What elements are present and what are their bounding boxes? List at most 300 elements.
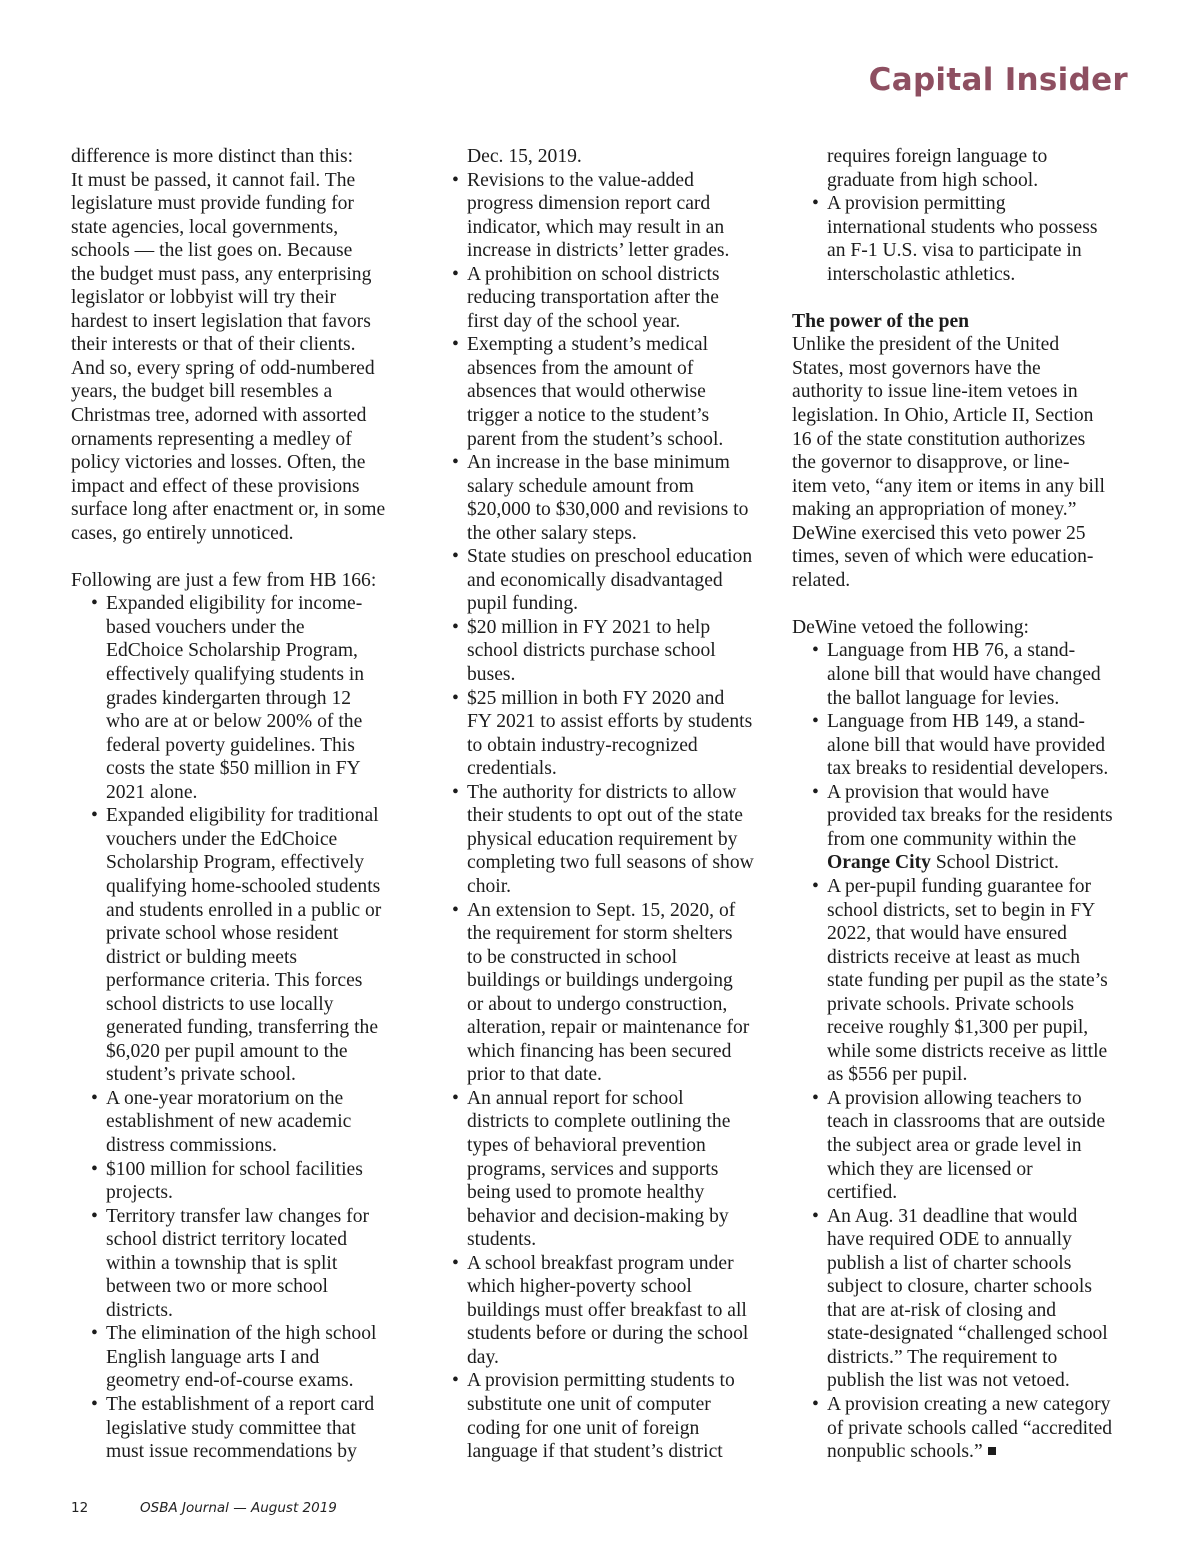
bullet-item-start (71, 1393, 411, 1417)
line-text: A provision permitting students to (467, 1370, 735, 1392)
line-text: state funding per pupil as the state’s (827, 970, 1108, 992)
line-text: years, the budget bill resembles a (71, 381, 333, 403)
line-text: which higher-poverty school (467, 1276, 692, 1298)
body-text-line (71, 475, 411, 499)
bullet-icon: • (452, 616, 459, 638)
bullet-icon: • (812, 640, 819, 662)
bullet-item-start (792, 1205, 1137, 1229)
bullet-item-start (71, 1322, 411, 1346)
line-text: tax breaks to residential developers. (827, 758, 1109, 780)
paragraph-gap (792, 592, 1137, 616)
line-text: provided tax breaks for the residents (827, 805, 1113, 827)
bullet-item-line (432, 1299, 776, 1323)
bullet-icon: • (91, 1087, 98, 1109)
bullet-item-line (792, 1417, 1137, 1441)
bullet-item-line (432, 922, 776, 946)
bullet-icon: • (812, 875, 819, 897)
bullet-item-start (792, 192, 1137, 216)
line-text: effectively qualifying students in (106, 664, 365, 686)
bullet-item-line (71, 851, 411, 875)
line-text: school districts to use locally (106, 993, 334, 1015)
line-text: of private schools called “accredited (827, 1417, 1113, 1439)
line-text: between two or more school (106, 1276, 328, 1298)
bullet-item-start (432, 616, 776, 640)
line-text: performance criteria. This forces (106, 970, 363, 992)
line-text: districts to complete outlining the (467, 1111, 731, 1133)
body-text-line (792, 404, 1137, 428)
line-text: ornaments representing a medley of (71, 428, 352, 450)
line-text: $20 million in FY 2021 to help (467, 616, 711, 638)
line-text: Unlike the president of the United (792, 334, 1060, 356)
line-text: projects. (106, 1182, 173, 1204)
line-text: Revisions to the value-added (467, 169, 694, 191)
line-text: Scholarship Program, effectively (106, 852, 365, 874)
bullet-icon: • (452, 781, 459, 803)
bullet-item-line (71, 1063, 411, 1087)
body-text-line (71, 569, 411, 593)
body-text-line (71, 192, 411, 216)
bullet-item-line (71, 1440, 411, 1464)
bullet-item-start (432, 545, 776, 569)
bullet-item-line (792, 1369, 1137, 1393)
bullet-item-line (71, 1252, 411, 1276)
bullet-item-start (71, 1158, 411, 1182)
line-text: A provision permitting (827, 193, 1006, 215)
bullet-item-line (432, 1016, 776, 1040)
body-text-line (71, 428, 411, 452)
body-text-line (792, 475, 1137, 499)
bullet-icon: • (812, 711, 819, 733)
body-text-line (792, 380, 1137, 404)
bullet-item-line (432, 1205, 776, 1229)
line-text: being used to promote healthy (467, 1182, 705, 1204)
line-text: An increase in the base minimum (467, 452, 730, 474)
line-text: the governor to disapprove, or line- (792, 452, 1070, 474)
bullet-item-line (71, 922, 411, 946)
bullet-item-line (432, 1181, 776, 1205)
line-text: Expanded eligibility for income- (106, 593, 363, 615)
article-column-2 (432, 145, 776, 1464)
line-text: Language from HB 149, a stand- (827, 711, 1085, 733)
bullet-item-line (71, 734, 411, 758)
line-text: legislation. In Ohio, Article II, Section (792, 405, 1094, 427)
line-text: the other salary steps. (467, 522, 637, 544)
bullet-item-line (792, 263, 1137, 287)
bullet-icon: • (812, 1205, 819, 1227)
line-text: the requirement for storm shelters (467, 923, 733, 945)
line-text: times, seven of which were education- (792, 546, 1094, 568)
line-text: $6,020 per pupil amount to the (106, 1040, 348, 1062)
bullet-item-line (792, 239, 1137, 263)
line-text: reducing transportation after the (467, 287, 719, 309)
bullet-item-line (792, 663, 1137, 687)
line-text: graduate from high school. (827, 169, 1039, 191)
line-text: an F-1 U.S. visa to participate in (827, 240, 1082, 262)
bullet-item-line (792, 1134, 1137, 1158)
bullet-item-line (432, 757, 776, 781)
bullet-item-start (792, 875, 1137, 899)
line-text: impact and effect of these provisions (71, 475, 360, 497)
bullet-icon: • (452, 263, 459, 285)
line-text: qualifying home-schooled students (106, 875, 381, 897)
bullet-icon: • (91, 1205, 98, 1227)
line-text: Territory transfer law changes for (106, 1205, 370, 1227)
bullet-icon: • (91, 593, 98, 615)
line-text: parent from the student’s school. (467, 428, 724, 450)
line-text: day. (467, 1346, 499, 1368)
bullet-item-line (792, 828, 1137, 852)
bullet-item-line (792, 1275, 1137, 1299)
bullet-item-line (71, 875, 411, 899)
line-text: A provision allowing teachers to (827, 1087, 1082, 1109)
line-text: types of behavioral prevention (467, 1134, 706, 1156)
paragraph-gap (71, 545, 411, 569)
bullet-item-line (432, 1158, 776, 1182)
bullet-item-line (71, 1299, 411, 1323)
line-text: distress commissions. (106, 1134, 277, 1156)
bullet-item-line (432, 1440, 776, 1464)
line-text: who are at or below 200% of the (106, 711, 363, 733)
line-text: districts. (106, 1299, 173, 1321)
bullet-item-line (792, 757, 1137, 781)
bullet-item-line (71, 1134, 411, 1158)
bullet-item-line (432, 828, 776, 852)
bullet-item-line (792, 993, 1137, 1017)
line-text: teach in classrooms that are outside (827, 1111, 1106, 1133)
bullet-icon: • (812, 1393, 819, 1415)
line-text: increase in districts’ letter grades. (467, 240, 730, 262)
bullet-item-start (792, 781, 1137, 805)
body-text-line (792, 428, 1137, 452)
bullet-icon: • (91, 1393, 98, 1415)
line-text: The establishment of a report card (106, 1393, 375, 1415)
article-column-1 (71, 145, 411, 1464)
line-text: difference is more distinct than this: (71, 146, 354, 167)
bullet-item-line (432, 710, 776, 734)
line-text: indicator, which may result in an (467, 216, 725, 238)
line-text: or about to undergo construction, (467, 993, 728, 1015)
body-text-line (71, 404, 411, 428)
line-text: choir. (467, 875, 512, 897)
line-text: A provision creating a new category (827, 1393, 1111, 1415)
body-text-line (71, 145, 411, 169)
line-text: to obtain industry-recognized (467, 734, 698, 756)
body-text-line (71, 310, 411, 334)
line-text: subject to closure, charter schools (827, 1276, 1092, 1298)
line-text: and economically disadvantaged (467, 569, 723, 591)
article-column-3 (792, 145, 1137, 1464)
subheading (792, 310, 1137, 334)
line-text: their interests or that of their clients. (71, 334, 356, 356)
line-text: interscholastic athletics. (827, 263, 1016, 285)
bullet-item-start (792, 1087, 1137, 1111)
line-text: salary schedule amount from (467, 475, 694, 497)
line-text: A school breakfast program under (467, 1252, 734, 1274)
bullet-item-line (71, 781, 411, 805)
bullet-item-line (792, 922, 1137, 946)
bullet-item-line (432, 969, 776, 993)
line-text: coding for one unit of foreign (467, 1417, 700, 1439)
line-text: legislator or lobbyist will try their (71, 287, 337, 309)
body-text-line (71, 239, 411, 263)
line-text: receive roughly $1,300 per pupil, (827, 1017, 1089, 1039)
line-text: federal poverty guidelines. This (106, 734, 355, 756)
line-text: hardest to insert legislation that favors (71, 310, 371, 332)
end-of-article-icon (988, 1447, 996, 1455)
paragraph-gap (792, 286, 1137, 310)
bullet-item-line (432, 1063, 776, 1087)
line-text: generated funding, transferring the (106, 1017, 379, 1039)
line-text: requires foreign language to (827, 146, 1048, 167)
bullet-item-line (432, 428, 776, 452)
bullet-icon: • (452, 334, 459, 356)
bullet-item-line (71, 710, 411, 734)
line-text: A prohibition on school districts (467, 263, 720, 285)
bullet-item-start (432, 263, 776, 287)
bullet-icon: • (452, 169, 459, 191)
bullet-item-line (432, 639, 776, 663)
bullet-icon: • (452, 546, 459, 568)
line-text: An annual report for school (467, 1087, 684, 1109)
line-text: students. (467, 1229, 537, 1251)
bullet-icon: • (91, 1323, 98, 1345)
line-text: student’s private school. (106, 1064, 296, 1086)
line-text: It must be passed, it cannot fail. The (71, 169, 356, 191)
bullet-item-line (432, 239, 776, 263)
bullet-item-line (792, 1016, 1137, 1040)
line-text: which they are licensed or (827, 1158, 1033, 1180)
body-text-line (71, 333, 411, 357)
bullet-item-start (792, 1393, 1137, 1417)
line-text: private school whose resident (106, 923, 339, 945)
bullet-item-line (71, 1110, 411, 1134)
body-text-line (792, 545, 1137, 569)
bullet-icon: • (91, 805, 98, 827)
line-text: English language arts I and (106, 1346, 320, 1368)
line-text: Following are just a few from HB 166: (71, 569, 377, 591)
bullet-item-line (432, 1134, 776, 1158)
body-text-line (71, 380, 411, 404)
line-text: alone bill that would have provided (827, 734, 1106, 756)
line-text: publish the list was not vetoed. (827, 1370, 1070, 1392)
bullet-item-line (792, 804, 1137, 828)
line-text: programs, services and supports (467, 1158, 719, 1180)
body-text-line (792, 451, 1137, 475)
bullet-item-line (71, 899, 411, 923)
line-text: publish a list of charter schools (827, 1252, 1072, 1274)
line-text: trigger a notice to the student’s (467, 405, 710, 427)
bullet-icon: • (812, 1087, 819, 1109)
line-text: 2021 alone. (106, 781, 198, 803)
line-text: related. (792, 569, 851, 591)
body-text-line (71, 216, 411, 240)
line-text: costs the state $50 million in FY (106, 758, 361, 780)
line-text: from one community within the (827, 828, 1077, 850)
body-text-line (71, 498, 411, 522)
line-text: progress dimension report card (467, 193, 711, 215)
bullet-item-line (792, 1181, 1137, 1205)
line-text: which financing has been secured (467, 1040, 732, 1062)
line-text: DeWine exercised this veto power 25 (792, 522, 1086, 544)
line-text: DeWine vetoed the following: (792, 616, 1029, 638)
line-text: $100 million for school facilities (106, 1158, 363, 1180)
line-text: cases, go entirely unnoticed. (71, 522, 294, 544)
bullet-item-start (432, 1369, 776, 1393)
line-text: 2022, that would have ensured (827, 923, 1067, 945)
bullet-item-line (432, 1393, 776, 1417)
line-text: The elimination of the high school (106, 1323, 377, 1345)
line-text: vouchers under the EdChoice (106, 828, 338, 850)
line-text: alteration, repair or maintenance for (467, 1017, 750, 1039)
line-text: buildings or buildings undergoing (467, 970, 733, 992)
line-text: A provision that would have (827, 781, 1050, 803)
section-title: Capital Insider (868, 62, 1128, 98)
bullet-item-line (432, 522, 776, 546)
line-text: item veto, “any item or items in any bill (792, 475, 1105, 497)
bullet-item-line (71, 639, 411, 663)
bullet-item-line (792, 1440, 1137, 1464)
bullet-item-line (432, 569, 776, 593)
line-text: international students who possess (827, 216, 1098, 238)
bullet-item-line (792, 1040, 1137, 1064)
line-text: certified. (827, 1182, 898, 1204)
bullet-item-line (71, 1228, 411, 1252)
body-text-line (792, 498, 1137, 522)
bullet-item-line (432, 216, 776, 240)
line-text: first day of the school year. (467, 310, 681, 332)
body-text-line (71, 263, 411, 287)
bullet-item-line (792, 1252, 1137, 1276)
line-text: absences that would otherwise (467, 381, 706, 403)
line-text: making an appropriation of money.” (792, 499, 1077, 521)
bullet-item-start (432, 169, 776, 193)
bullet-item-line (432, 1346, 776, 1370)
line-text: policy victories and losses. Often, the (71, 452, 366, 474)
line-text: legislature must provide funding for (71, 193, 354, 215)
bullet-item-line (792, 969, 1137, 993)
line-text: legislative study committee that (106, 1417, 356, 1439)
bullet-item-line (71, 757, 411, 781)
bullet-item-line (792, 851, 1137, 875)
line-text: the budget must pass, any enterprising (71, 263, 372, 285)
line-text: districts.” The requirement to (827, 1346, 1058, 1368)
line-text: state agencies, local governments, (71, 216, 339, 238)
bullet-item-line (792, 169, 1137, 193)
line-text: grades kindergarten through 12 (106, 687, 352, 709)
line-text: districts receive at least as much (827, 946, 1080, 968)
bullet-item-start (432, 1252, 776, 1276)
line-text: EdChoice Scholarship Program, (106, 640, 358, 662)
bullet-item-line (432, 380, 776, 404)
bullet-item-line (792, 1110, 1137, 1134)
line-text: pupil funding. (467, 593, 579, 615)
line-text: students before or during the school (467, 1323, 749, 1345)
line-text: State studies on preschool education (467, 546, 753, 568)
line-text: Language from HB 76, a stand- (827, 640, 1076, 662)
bullet-item-line (792, 1346, 1137, 1370)
bullet-item-start (71, 592, 411, 616)
line-text: buses. (467, 664, 516, 686)
bullet-item-line (432, 1417, 776, 1441)
body-text-line (71, 169, 411, 193)
line-text: States, most governors have the (792, 357, 1041, 379)
body-text-line (71, 451, 411, 475)
line-text: school districts purchase school (467, 640, 716, 662)
line-text: physical education requirement by (467, 828, 738, 850)
line-text: buildings must offer breakfast to all (467, 1299, 747, 1321)
body-text-line (792, 569, 1137, 593)
bullet-icon: • (452, 1087, 459, 1109)
bullet-item-line (432, 851, 776, 875)
bullet-item-line (432, 804, 776, 828)
line-text: An extension to Sept. 15, 2020, of (467, 899, 736, 921)
line-text: The authority for districts to allow (467, 781, 737, 803)
line-text: credentials. (467, 758, 557, 780)
bullet-item-line (432, 145, 776, 169)
bullet-item-line (792, 216, 1137, 240)
bullet-item-line (792, 1063, 1137, 1087)
line-text: their students to opt out of the state (467, 805, 743, 827)
bullet-item-start (432, 1087, 776, 1111)
bullet-item-line (432, 1275, 776, 1299)
line-text: schools — the list goes on. Because (71, 240, 353, 262)
bullet-item-line (432, 592, 776, 616)
line-text: FY 2021 to assist efforts by students (467, 711, 753, 733)
body-text-line (71, 357, 411, 381)
bullet-item-start (792, 710, 1137, 734)
line-text: school districts, set to begin in FY (827, 899, 1096, 921)
bullet-item-line (71, 1275, 411, 1299)
bold-name: Orange City (827, 852, 931, 874)
body-text-line (792, 357, 1137, 381)
bullet-item-start (71, 1087, 411, 1111)
line-text: $20,000 to $30,000 and revisions to (467, 499, 749, 521)
line-text: Christmas tree, adorned with assorted (71, 405, 367, 427)
line-text: private schools. Private schools (827, 993, 1075, 1015)
bullet-icon: • (452, 1370, 459, 1392)
bullet-item-line (792, 1322, 1137, 1346)
bullet-icon: • (812, 781, 819, 803)
line-text: Dec. 15, 2019. (467, 146, 582, 167)
bullet-item-line (71, 969, 411, 993)
bullet-item-line (71, 1040, 411, 1064)
bullet-item-line (432, 404, 776, 428)
line-text: the subject area or grade level in (827, 1134, 1082, 1156)
line-text: absences from the amount of (467, 357, 694, 379)
bullet-icon: • (812, 193, 819, 215)
body-text-line (792, 333, 1137, 357)
bullet-item-start (432, 899, 776, 923)
bullet-item-line (432, 1228, 776, 1252)
line-text: nonpublic schools.” (827, 1441, 983, 1463)
bullet-item-line (432, 1110, 776, 1134)
bullet-item-line (792, 145, 1137, 169)
bullet-item-start (71, 1205, 411, 1229)
bullet-item-line (71, 1016, 411, 1040)
line-text: within a township that is split (106, 1252, 338, 1274)
line-text: Expanded eligibility for traditional (106, 805, 379, 827)
line-text: must issue recommendations by (106, 1441, 357, 1463)
bullet-item-line (432, 357, 776, 381)
line-text: while some districts receive as little (827, 1040, 1108, 1062)
bullet-item-line (432, 1040, 776, 1064)
bullet-item-line (432, 286, 776, 310)
line-text: authority to issue line-item vetoes in (792, 381, 1078, 403)
line-text: Exempting a student’s medical (467, 334, 709, 356)
bullet-item-line (432, 498, 776, 522)
bullet-item-line (71, 1417, 411, 1441)
bullet-item-line (71, 1181, 411, 1205)
